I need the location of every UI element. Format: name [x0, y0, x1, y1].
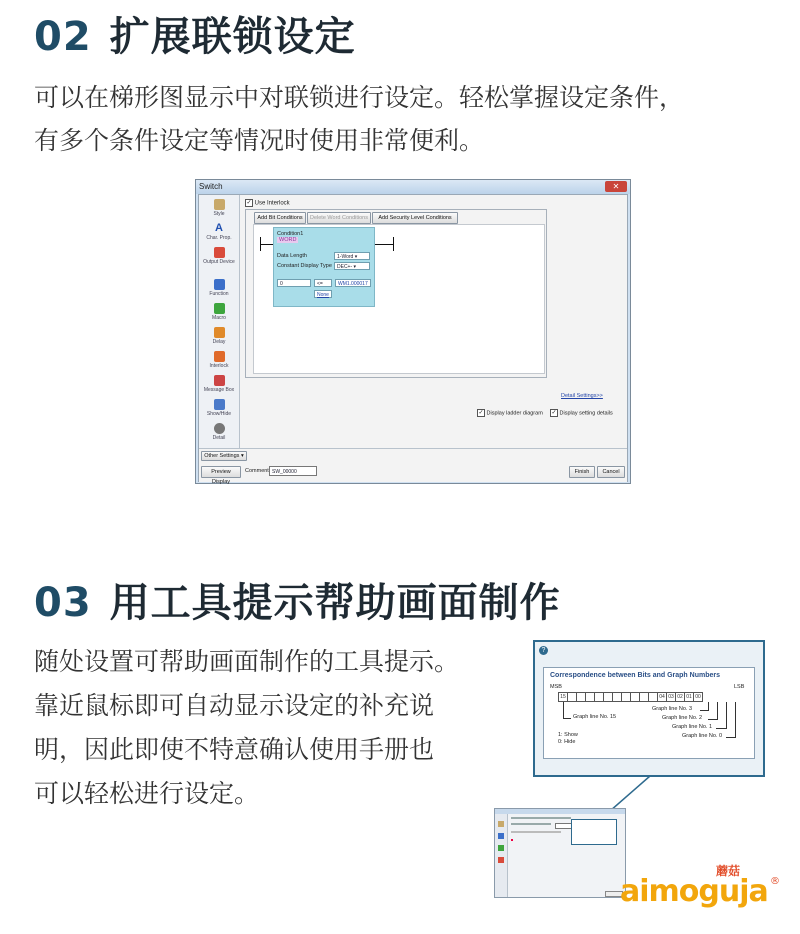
- section-3-line-1: 随处设置可帮助画面制作的工具提示。: [34, 647, 460, 676]
- graph-line-2: Graph line No. 2: [662, 715, 703, 721]
- sidebar-item-output-device[interactable]: Output Device: [199, 247, 239, 265]
- preview-display-button[interactable]: Preview Display: [201, 466, 241, 478]
- sidebar-item-detail[interactable]: Detail: [199, 423, 239, 441]
- comment-input[interactable]: SW_00000: [269, 466, 317, 476]
- msb-label: MSB: [550, 684, 562, 690]
- condition-type: WORD: [279, 237, 297, 243]
- operator-select[interactable]: <=: [314, 279, 332, 287]
- lsb-label: LSB: [734, 684, 745, 690]
- tooltip-title: Correspondence between Bits and Graph Numbers: [550, 672, 720, 679]
- show-legend: 1: Show: [558, 732, 578, 738]
- brand-logo: aimoguja: [620, 874, 768, 909]
- comment-label: Comment: [245, 468, 269, 474]
- right-rail: [393, 237, 394, 251]
- info-icon: ?: [539, 646, 548, 655]
- dialog-title: Switch: [196, 180, 630, 194]
- sidebar-item-macro[interactable]: Macro: [199, 303, 239, 321]
- macro-icon: [214, 303, 225, 314]
- tooltip-content: [543, 667, 755, 759]
- display-ladder-checkbox[interactable]: ✓ Display ladder diagram: [478, 410, 543, 417]
- sidebar-item-interlock[interactable]: Interlock: [199, 351, 239, 369]
- registered-mark: ®: [770, 876, 780, 887]
- section-3-line-2: 靠近鼠标即可自动显示设定的补充说: [34, 691, 435, 720]
- detail-settings-link[interactable]: Detail Settings>>: [561, 393, 603, 399]
- show-hide-icon: [214, 399, 225, 410]
- style-icon: [214, 199, 225, 210]
- graph-line-15: Graph line No. 15: [573, 714, 617, 720]
- bit-cell: 02: [675, 692, 685, 702]
- function-icon: [214, 279, 225, 290]
- bit-cell: 03: [666, 692, 676, 702]
- sidebar-item-delay[interactable]: Delay: [199, 327, 239, 345]
- data-length-select[interactable]: 1-Word ▾: [334, 252, 370, 260]
- graph-line-3: Graph line No. 3: [652, 706, 693, 712]
- add-bit-conditions-button[interactable]: Add Bit Conditions: [254, 212, 306, 224]
- other-settings-button[interactable]: Other Settings ▾: [201, 451, 247, 461]
- ladder-line-right: [373, 244, 393, 245]
- section-2-line-2: 有多个条件设定等情况时使用非常便利。: [34, 126, 485, 155]
- switch-dialog: [195, 179, 631, 484]
- dialog-sidebar: [199, 195, 240, 448]
- dialog-content: [243, 197, 623, 447]
- condition-box[interactable]: [273, 227, 375, 307]
- section-2-title: [34, 5, 356, 62]
- data-length-label: Data Length: [277, 253, 307, 259]
- finish-button[interactable]: Finish: [569, 466, 595, 478]
- text-a-icon: A: [215, 222, 223, 234]
- section-3-number: 03: [34, 580, 92, 626]
- section-3-line-3: 明，因此即使不特意确认使用手册也: [34, 735, 435, 764]
- sidebar-item-char-prop[interactable]: A Char. Prop.: [206, 222, 232, 241]
- logo-chinese: 蘑菇: [716, 864, 741, 878]
- graph-line-0: Graph line No. 0: [682, 733, 723, 739]
- condition-label: Condition1: [277, 231, 304, 237]
- dialog-body: [198, 194, 628, 485]
- sidebar-item-show-hide[interactable]: Show/Hide: [199, 399, 239, 417]
- section-3-heading: 用工具提示帮助画面制作: [109, 580, 561, 626]
- ladder-diagram: [253, 224, 545, 374]
- message-box-icon: [214, 375, 225, 386]
- checkbox-icon: ✓: [246, 200, 252, 206]
- tooltip-popup: [533, 640, 765, 777]
- section-3-line-4: 可以轻松进行设定。: [34, 779, 260, 808]
- display-setting-checkbox[interactable]: ✓ Display setting details: [551, 410, 613, 417]
- section-3-title: [34, 571, 561, 628]
- bit-cell: 15: [558, 692, 568, 702]
- bit-cell: 01: [684, 692, 694, 702]
- interlock-icon: [214, 351, 225, 362]
- section-2-number: 02: [34, 14, 92, 60]
- mini-screenshot: [494, 808, 626, 898]
- add-security-level-button[interactable]: Add Security Level Conditions: [372, 212, 458, 224]
- graph-line-1: Graph line No. 1: [672, 724, 713, 730]
- display-type-select[interactable]: DEC+- ▾: [334, 262, 370, 270]
- interlock-group: [245, 209, 547, 378]
- cancel-button[interactable]: Cancel: [597, 466, 625, 478]
- operand-left-input[interactable]: 0: [277, 279, 311, 287]
- hide-legend: 0: Hide: [558, 739, 576, 745]
- close-icon[interactable]: ✕: [605, 181, 627, 192]
- section-2-line-1: 可以在梯形图显示中对联锁进行设定。轻松掌握设定条件，: [34, 83, 685, 112]
- bit-cell: 04: [657, 692, 667, 702]
- display-type-label: Constant Display Type: [277, 263, 332, 269]
- gear-icon: [214, 423, 225, 434]
- sidebar-item-function[interactable]: Function: [199, 279, 239, 297]
- section-2-heading: 扩展联锁设定: [109, 14, 356, 60]
- bit-cell: 00: [693, 692, 703, 702]
- delete-word-conditions-button[interactable]: Delete Word Conditions: [307, 212, 371, 224]
- output-device-icon: [214, 247, 225, 258]
- bit-row: [558, 692, 702, 702]
- none-link[interactable]: None: [314, 290, 332, 298]
- sidebar-item-message-box[interactable]: Message Box: [199, 375, 239, 393]
- delay-icon: [214, 327, 225, 338]
- ladder-line-left: [260, 244, 273, 245]
- dialog-bottom-bar: [199, 448, 627, 485]
- sidebar-item-style[interactable]: Style: [199, 199, 239, 217]
- use-interlock-checkbox[interactable]: ✓ Use Interlock: [246, 200, 290, 207]
- device-input[interactable]: WM1.000017: [335, 279, 371, 287]
